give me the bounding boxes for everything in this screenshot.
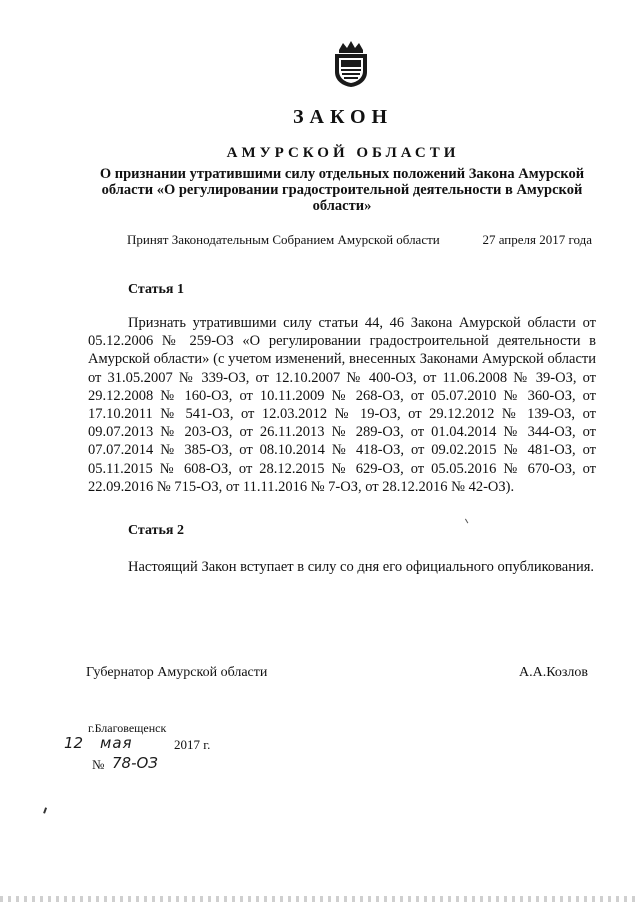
- city: г.Благовещенск: [88, 721, 167, 735]
- region-title: АМУРСКОЙ ОБЛАСТИ: [226, 145, 460, 161]
- article-1-text: Признать утратившими силу статьи 44, 46 Закона Амурской области от 05.12.2006 № 259-ОЗ «О регулировании градостроительной деятельности в Амурской области» (с учетом изменений, внесенных Законами Амурской области от 31.05.2007 № 339-ОЗ, от 12.10.2007 № 400-ОЗ, от 11.06.2008 № 39-ОЗ, от 29.12.2008 № 160-ОЗ, от 10.11.2009 № 268-ОЗ, от 05.07.2010 № 360-ОЗ, от 17.10.2011 № 541-ОЗ, от 12.03.2012 № 19-ОЗ, от 29.12.2012 № 139-ОЗ, от 09.07.2013 № 203-ОЗ, от 26.11.2013 № 289-ОЗ, от 01.04.2014 № 344-ОЗ, от 07.07.2014 № 385-ОЗ, от 08.10.2014 № 418-ОЗ, от 09.02.2015 № 481-ОЗ, от 05.11.2015 № 608-ОЗ, от 28.12.2015 № 629-ОЗ, от 05.05.2016 № 670-ОЗ, от 22.09.2016 № 715-ОЗ, от 11.11.2016 № 7-ОЗ, от 28.12.2016 № 42-ОЗ).: [88, 315, 596, 495]
- adopted-by: Принят Законодательным Собранием Амурской области: [127, 232, 440, 247]
- governor-name: А.А.Козлов: [519, 665, 588, 680]
- law-number-value: 78-ОЗ: [112, 754, 158, 772]
- scan-speck: [465, 518, 470, 524]
- law-title: ЗАКОН: [292, 106, 394, 128]
- margin-mark: [43, 807, 50, 814]
- signing-month: мая: [100, 734, 133, 752]
- governor-title: Губернатор Амурской области: [86, 665, 268, 680]
- law-heading: О признании утратившими силу отдельных положений Закона Амурской области «О регулировании градостроительной деятельности в Амурской области»: [99, 166, 585, 214]
- signing-date: [64, 734, 284, 756]
- article-1-heading: Статья 1: [128, 282, 184, 297]
- number-sign: №: [92, 757, 105, 772]
- adopted-date: 27 апреля 2017 года: [482, 232, 592, 247]
- amur-region-coat-of-arms-icon: [330, 40, 372, 88]
- law-number: [92, 754, 212, 776]
- signing-day: 12: [64, 734, 84, 752]
- article-2-text: Настоящий Закон вступает в силу со дня его официального опубликования.: [128, 559, 595, 575]
- signing-year: 2017 г.: [174, 737, 211, 752]
- scan-footer-strip: [0, 896, 640, 902]
- article-2-heading: Статья 2: [128, 523, 184, 538]
